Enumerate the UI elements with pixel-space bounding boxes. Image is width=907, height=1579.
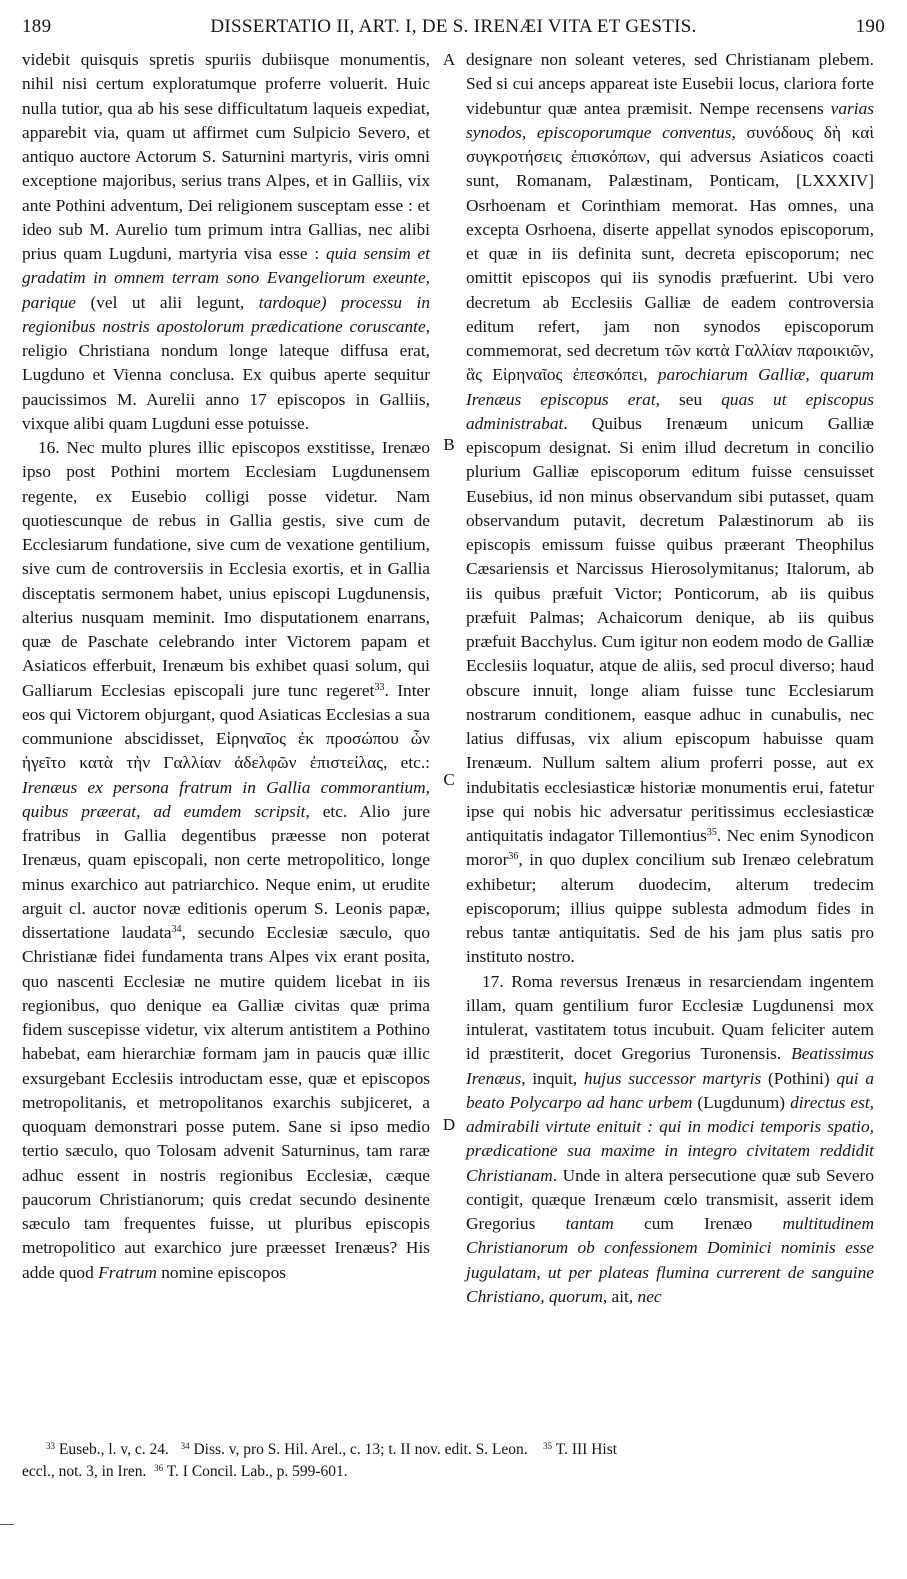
footnote-line-1 xyxy=(22,1439,884,1461)
footnote-ref-34: 34 xyxy=(171,924,182,935)
footnote-line-2 xyxy=(22,1461,884,1483)
greek-phrase-2: τῶν κατὰ Γαλλίαν παροικιῶν, ἃς Εἰρηναῖος ἐπεσκόπει xyxy=(466,341,874,385)
running-header xyxy=(22,12,885,42)
left-paragraph-1: videbit quisquis spretis spuriis dubiisque monumentis, nihil nisi certum exploratumque proferre voluerit. Huic nulla tutior, qua ab his sese difficultatum laqueis expediat, apparebit via, quam ut affirmet cum Sulpicio Severo, et antiquo auctore Actorum S. Saturnini martyris, viris omni exceptione majoribus, serius trans Alpes, et in Galliis, vix ante Pothini adventum, Dei religionem susceptam esse : et ideo sub M. Aurelio tum primum intra Gallias, nec alibi prius quam Lugduni, martyria visa esse : quia sensim et gradatim in omnem terram sono Evangeliorum exeunte, parique (vel ut alii legunt, tardoque) processu in regionibus nostris apostolorum prædicatione coruscante, religio Christiana nondum longe lateque diffusa erat, Lugduno et Vienna conclusa. Ex quibus aperte sequitur paucissimos M. Aurelii anno 17 episcopos in Galliis, vixque alibi quam Lugduni esse potuisse. xyxy=(22,50,431,433)
footnote-35-end: eccl., not. 3, in Iren. xyxy=(22,1463,147,1480)
footnote-35-number: 35 xyxy=(543,1441,553,1451)
footnote-ref-33: 33 xyxy=(374,681,385,693)
footnote-ref-36: 36 xyxy=(508,851,519,863)
running-title: DISSERTATIO II, ART. I, DE S. IRENÆI VITA ET GESTIS. xyxy=(210,16,697,37)
right-paragraph-1: designare non soleant veteres, sed Christianam plebem. Sed si cui anceps appareat iste Eusebii locus, clariora forte videbuntur quæ antea præmisit. Nempe recensens varias synodos, episcoporumque conventus, συνόδους δὴ καὶ συγκροτήσεις ἐπισκόπων, qui adversus Asiaticos coacti sunt, Romanam, Palæstinam, Ponticam, [LXXXIV] Osrhoenam et Corinthiam memorat. Has omnes, una excepta Osrhoena, diserte appellat synodos episcoporum, et quæ in iis definita sunt, decreta episcoporum; nec omittit episcopos qui iis synodis præfuerint. Ubi vero decretum ab Ecclesiis Galliæ de eadem controversia editum refert, jam non synodos episcoporum commemorat, sed decretum τῶν κατὰ Γαλλίαν παροικιῶν, ἃς Εἰρηναῖος ἐπεσκόπει, parochiarum Galliæ, quarum Irenæus episcopus erat, seu quas ut episcopus administrabat. Quibus Irenæum unicum Galliæ episcopum designat. Si enim illud decretum in concilio plurium Galliæ episcoporum editum fuisse censuisset Eusebius, id non minus observandum sibi putasset, quam observandum putavit, decretum Palæstinorum ab iis episcopis emissum fuisse quibus præerant Theophilus Cæsariensis et Narcissus Hierosolymitanus; Italorum, ab iis quibus præfuit Victor; Ponticorum, ab iis quibus præfuit Palmas; Achaicorum denique, ab iis quibus præfuit Bacchylus. Cum igitur non eodem modo de Galliæ Ecclesiis loquatur, atque de aliis, sed procul diverso; haud obscure innuit, longe aliam fuisse tunc Ecclesiarum nostrarum conditionem, easque adhuc in cunabulis, nec latius diffusas, vix alium episcopum habuisse quam Irenæum. Nullum saltem alium proferri posse, aut ex indubitatis ecclesiasticæ historiæ monumentis erui, fatetur ipse qui nobis hic adversatur peritissimus ecclesiasticæ antiquitatis indagator Tillemontius$^{35}$. Nec enim Synodicon moror$^{36}$, in quo duplex concilium sub Irenæo celebratum exhibetur; alterum duodecim, alterum tredecim episcoporum; illius quippe sublesta admodum fides in rebus tantæ antiquitatis. Sed de his jam plus satis pro instituto nostro. xyxy=(466,50,875,967)
edge-mark xyxy=(0,1524,14,1525)
left-page-number: 189 xyxy=(22,16,52,37)
greek-phrase-1: , συνόδους δὴ καὶ συγκροτήσεις ἐπισκόπων xyxy=(466,122,874,166)
right-paragraph-17: 17. Roma reversus Irenæus in resarciendam ingentem illam, quam gentilium furor Ecclesiæ Lugdunensi mox intulerat, vastitatem totus incubuit. Quam feliciter autem id præstiterit, docet Gregorius Turonensis. Beatissimus Irenæus, inquit, hujus successor martyris (Pothini) qui a beato Polycarpo ad hanc urbem (Lugdunum) directus est, admirabili virtute enituit : qui in modici temporis spatio, prædicatione sua maxime in integro civitatem reddidit Christianam. Unde in altera persecutione quæ sub Severo contigit, quæque Irenæum cœlo transmisit, asserit idem Gregorius tantam cum Irenæo multitudinem Christianorum ob confessionem Dominici nominis esse jugulatam, ut per plateas flumina currerent de sanguine Christiano, quorum, ait, nec xyxy=(466,971,875,1306)
margin-letter-d: D xyxy=(442,1115,456,1134)
footnote-36-number: 36 xyxy=(154,1463,164,1473)
footnotes xyxy=(22,1439,884,1483)
footnote-34-number: 34 xyxy=(180,1441,190,1451)
left-paragraph-16: 16. Nec multo plures illic episcopos exstitisse, Irenæo ipso post Pothini mortem Ecclesiam Lugdunensem regente, ex Eusebio colligi posse videtur. Nam quotiescunque de rebus in Gallia gestis, sive cum de Ecclesiarum fundatione, sive cum de vexatione gentilium, sive cum de controversiis in Ecclesia exortis, et in Gallia disceptatis sermonem habet, unius episcopi Lugdunensis, alterius nusquam meminit. Imo disputationem enarrans, quæ de Paschate celebrando inter Victorem papam et Asiaticos efferbuit, Irenæum bis exhibet quasi solum, qui Galliarum Ecclesias episcopali jure tunc regeret$^{33}$. Inter eos qui Victorem objurgant, quod Asiaticas Ecclesias a sua communione abscidisset, Εἰρηναῖος ἐκ προσώπου ὧν ἡγεῖτο κατὰ τὴν Γαλλίαν ἀδελφῶν ἐπιστείλας, etc.: Irenæus ex persona fratrum in Gallia commorantium, quibus præerat, ad eumdem scripsit, etc. Alio jure fratribus in Gallia degentibus præesse non poterat Irenæus, quam episcopali, non certe metropolitico, longe minus exarchico aut patriarchico. Neque enim, ut erudite arguit cl. auctor novæ editionis operum S. Leonis papæ, dissertatione laudata$^{34}$, secundo Ecclesiæ sæculo, quo Christianæ fidei fundamenta trans Alpes vix erant posita, quo nascenti Ecclesiæ ne mutire quidem licebat in iis regionibus, quo denique ea Galliæ civitas quæ prima fidem suscepisse videtur, vix alterum antistitem a Pothino habebat, eam hierarchiæ formam jam in paucis quæ illic exsurgebant Ecclesiis introductam esse, quæ et episcopos metropolitanis, et metropolitanos exarchis subjiceret, a quoquam demonstrari posse putem. Sane si ipso medio tertio sæculo, quo Tolosam advenit Saturninus, tam raræ adhuc essent in nostris regionibus Ecclesiæ, cæque paucorum Christianorum; quis credat secundo desinente sæculo tam frequentes fuisse, ut pluribus episcopis metropolitico aut exarchico jure præesset Irenæus? His adde quod Fratrum nomine episcopos xyxy=(22,438,431,1282)
footnote-ref-35: 35 xyxy=(706,827,717,838)
margin-letter-c: C xyxy=(443,770,455,789)
greek-quote: Εἰρηναῖος ἐκ προσώπου ὧν ἡγεῖτο κατὰ τὴν Γαλλίαν ἀδελφῶν ἐπιστείλας xyxy=(22,729,430,773)
footnote-34: Diss. v, pro S. Hil. Arel., c. 13; t. II nov. edit. S. Leon. xyxy=(189,1441,528,1458)
footnote-33-number: 33 xyxy=(46,1441,55,1451)
margin-letter-b: B xyxy=(443,435,455,454)
footnote-36: T. I Concil. Lab., p. 599-601. xyxy=(163,1463,348,1480)
left-column xyxy=(22,48,430,1285)
footnote-35-start: T. III Hist xyxy=(552,1441,618,1458)
right-column xyxy=(466,48,874,1309)
margin-letter-a: A xyxy=(442,50,456,69)
footnote-33: Euseb., l. v, c. 24. xyxy=(55,1441,169,1458)
right-page-number: 190 xyxy=(855,16,885,37)
